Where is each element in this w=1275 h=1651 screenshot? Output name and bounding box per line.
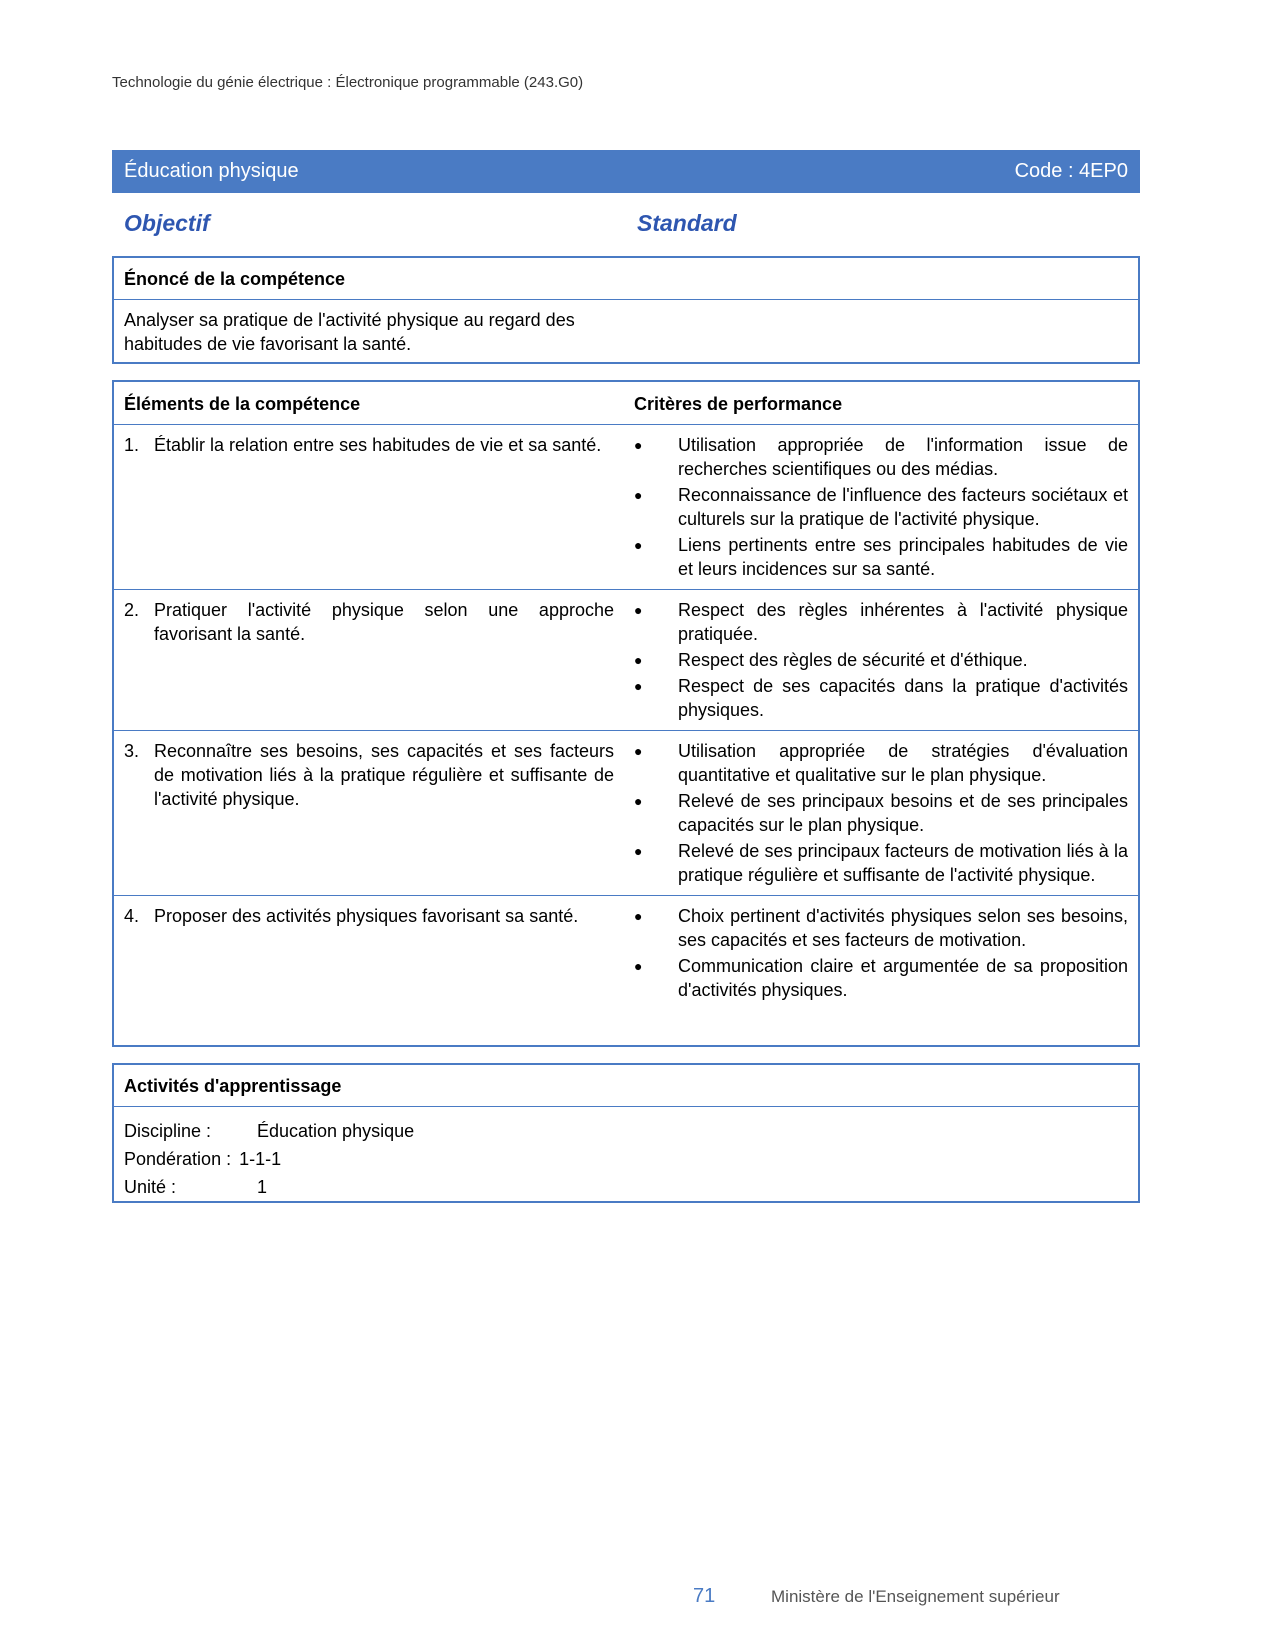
criteria-header: Critères de performance [624, 382, 1138, 425]
bullet-icon: ● [634, 537, 643, 553]
unite-line: Unité : 1 [124, 1177, 268, 1197]
running-head: Technologie du génie électrique : Électronique programmable (243.G0) [112, 74, 584, 91]
enonce-text: Analyser sa pratique de l'activité physique au regard des habitudes de vie favorisant la santé. [124, 310, 575, 354]
table-row [114, 896, 1138, 1011]
bullet-icon: ● [634, 678, 643, 694]
ponderation-line: Pondération : 1-1-1 [124, 1149, 282, 1169]
criteria-item: ● Respect des règles de sécurité et d'éthique. [634, 650, 1028, 670]
discipline-line: Discipline : Éducation physique [124, 1121, 415, 1141]
enonce-box [112, 256, 1140, 364]
element-item: 3. Reconnaître ses besoins, ses capacités et ses facteurs de motivation liés à la pratique régulière et suffisante de l'activité physique. [124, 741, 614, 809]
bullet-icon: ● [634, 958, 643, 974]
criteria-list [634, 433, 1128, 581]
element-item: 4. Proposer des activités physiques favorisant sa santé. [124, 906, 579, 926]
activites-box [112, 1063, 1140, 1203]
table-row [114, 731, 1138, 896]
enonce-heading: Énoncé de la compétence [114, 258, 1138, 300]
element-item: 2. Pratiquer l'activité physique selon une approche favorisant la santé. [124, 600, 614, 644]
ministry-name: Ministère de l'Enseignement supérieur [771, 1587, 1060, 1606]
competence-table [114, 382, 1138, 1010]
bullet-icon: ● [634, 908, 643, 924]
page-footer [693, 1585, 1060, 1608]
page-number: 71 [693, 1585, 716, 1607]
objectif-standard-row [124, 210, 1024, 237]
bullet-icon: ● [634, 437, 643, 453]
course-code: Code : 4EP0 [1014, 160, 1128, 182]
bullet-icon: ● [634, 743, 643, 759]
standard-label: Standard [637, 210, 737, 236]
objectif-label: Objectif [124, 210, 210, 236]
criteria-list [634, 739, 1128, 887]
criteria-item: ● Relevé de ses principaux besoins et de ses principales capacités sur le plan physique. [634, 791, 1128, 835]
bullet-icon: ● [634, 652, 643, 668]
course-title: Éducation physique [124, 160, 299, 182]
criteria-item: ● Respect des règles inhérentes à l'activité physique pratiquée. [634, 600, 1128, 644]
course-banner [112, 150, 1140, 193]
criteria-item: ● Communication claire et argumentée de sa proposition d'activités physiques. [634, 956, 1128, 1000]
element-item: 1. Établir la relation entre ses habitudes de vie et sa santé. [124, 435, 602, 455]
criteria-item: ● Relevé de ses principaux facteurs de motivation liés à la pratique régulière et suffisante de l'activité physique. [634, 841, 1128, 885]
bullet-icon: ● [634, 487, 643, 503]
table-row [114, 590, 1138, 731]
criteria-item: ● Utilisation appropriée de l'information issue de recherches scientifiques ou des médias. [634, 435, 1128, 479]
bullet-icon: ● [634, 602, 643, 618]
criteria-item: ● Respect de ses capacités dans la pratique d'activités physiques. [634, 676, 1128, 720]
elements-header: Éléments de la compétence [114, 382, 624, 425]
criteria-item: ● Choix pertinent d'activités physiques selon ses besoins, ses capacités et ses facteurs de motivation. [634, 906, 1128, 950]
activites-heading: Activités d'apprentissage [114, 1065, 1138, 1107]
criteria-item: ● Utilisation appropriée de stratégies d'évaluation quantitative et qualitative sur le plan physique. [634, 741, 1128, 785]
criteria-item: ● Reconnaissance de l'influence des facteurs sociétaux et culturels sur la pratique de l'activité physique. [634, 485, 1128, 529]
bullet-icon: ● [634, 843, 643, 859]
table-row [114, 425, 1138, 590]
criteria-list [634, 598, 1128, 722]
bullet-icon: ● [634, 793, 643, 809]
criteria-item: ● Liens pertinents entre ses principales habitudes de vie et leurs incidences sur sa santé. [634, 535, 1128, 579]
criteria-list [634, 904, 1128, 1002]
competence-table-box [112, 380, 1140, 1047]
